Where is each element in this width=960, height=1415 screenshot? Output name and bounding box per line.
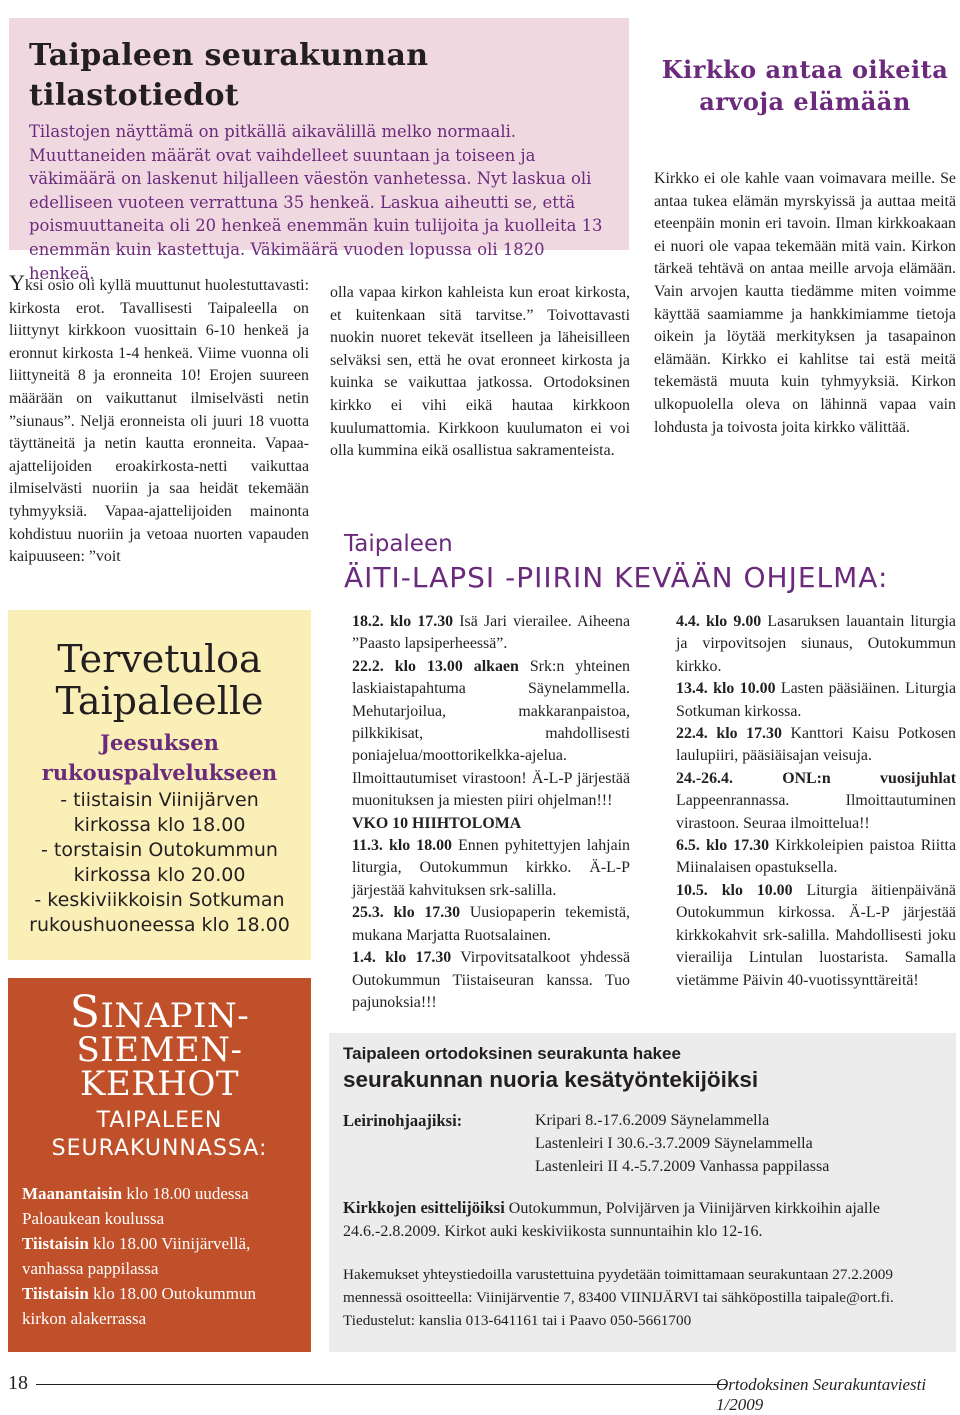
article-left-column [9, 272, 309, 569]
schedule-item: 4.4. klo 9.00 Lasaruksen lauantain liturgia ja virpovitsojen siunaus, Outokummun kirkko. [676, 613, 956, 675]
church-guides-text: Outokummun, Polvijärven ja Viinijärven kirkkoihin ajalle 24.6.-2.8.2009. Kirkot auki keskiviikosta sunnuntaihin klo 12-16. [343, 1200, 880, 1240]
camp-leaders-label: Leirinohjaajiksi: [343, 1111, 463, 1130]
welcome-box [8, 610, 311, 960]
kerho-title-line: SIEMEN- [76, 1030, 243, 1070]
schedule-item: 13.4. klo 10.00 Lasten pääsiäinen. Liturgia Sotkuman kirkossa. [676, 680, 956, 720]
schedule-column-1 [330, 611, 630, 1014]
schedule-item: 18.2. klo 17.30 Isä Jari vierailee. Aiheena ”Paasto lapsiperheessä”. [352, 613, 630, 653]
welcome-line: rukoushuoneessa klo 18.00 [29, 914, 290, 936]
welcome-title-line: Tervetuloa [57, 637, 262, 681]
schedule-item: 11.3. klo 18.00 Ennen pyhitettyjen lahjain liturgia, Outokummun kirkko. Ä-L-P järjestää kahvituksen srk-salilla. [352, 837, 630, 899]
welcome-line: - torstaisin Outokummun [41, 839, 278, 861]
article-left-text: ksi osio oli kyllä muuttunut huolestuttavasti: kirkosta erot. Tavallisesti Taipaleella on liittynyt kirkkoon vuosittain 6-10 henkeä ja eronnut kirkosta 1-4 henkeä. Viime vuonna oli liittyneitä 8 ja eronneita 10! Erojen suureen määrään on vaikuttanut ilmiselvästi netin ”siunaus”. Neljä eronneista oli juuri 18 vuotta täyttäneitä ja netin kautta eronneita. Vapaa-ajattelijoiden eroakirkosta-netti vaikuttaa ilmiselvästi nuoriin ja saa heidät tekemään tyhmyyksiä. Vapaa-ajattelijoiden mainonta kohdistuu nuoriin ja vetoaa nuorten vapauden kaipuuseen: ”voit [9, 277, 309, 566]
kerho-item: Maanantaisin klo 18.00 uudessa Paloaukean koulussa [22, 1184, 249, 1228]
kerho-title-cap: S [69, 987, 101, 1038]
right-article-body: Kirkko ei ole kahle vaan voimavara meille. Se antaa tukea elämän myrskyissä ja auttaa meitä eteenpäin monin eri tavoin. Ilman kirkkoakaan ei nuori ole vapaa tekemään mitä vain. Kirkon tärkeä tehtävä on antaa meille arvoja elämään. Vain arvojen kautta tiedämme miten voimme käyttää saamiamme ja hankkimiamme tietoja oikein ja löytää merkityksen ja tasapainon elämään. Kirkko ei kahlitse tai estä meitä tekemästä muuta kuin tyhmyyksiä. Kirkon ulkopuolella oleva on lähinnä vapaa vain lohdusta ja toivosta joita kirkko välittää. [654, 170, 956, 436]
kerho-item: Tiistaisin klo 18.00 Viinijärvellä, vanhassa pappilassa [22, 1234, 251, 1278]
welcome-subtitle-line: Jeesuksen [100, 730, 219, 755]
aiti-lapsi-heading-big: ÄITI-LAPSI -PIIRIN KEVÄÄN OHJELMA: [344, 561, 889, 594]
welcome-subtitle-line: rukouspalvelukseen [41, 760, 278, 785]
church-guides-section [343, 1196, 942, 1243]
kerho-subtitle-line: SEURAKUNNASSA: [51, 1136, 268, 1161]
aiti-lapsi-heading-small: Taipaleen [344, 531, 453, 557]
schedule-item: 10.5. klo 10.00 Liturgia äitienpäivänä Outokummun kirkossa. Ä-L-P järjestää kirkkokahvit srk-salilla. Mahdollisesti joku vierailija Lintulan luostarista. Samalla vietämme Päivin 40-vuotissynttäreitä! [676, 881, 956, 989]
schedule-item: 6.5. klo 17.30 Kirkkoleipien paistoa Riitta Miinalaisen opastuksella. [676, 837, 957, 877]
welcome-line: - keskiviikkoisin Sotkuman [34, 889, 285, 911]
article-dropcap: Y [9, 270, 25, 295]
kerho-schedule [22, 1181, 297, 1331]
publication-name: Ortodoksinen Seurakuntaviesti 1/2009 [716, 1375, 927, 1414]
article-middle-text: olla vapaa kirkon kahleista kun eroat kirkosta, et kuitenkaan sitä tarvitse.” Toivottavasti nuokin nuoret tekevät itselleen ja läheisilleen selväksi sen, että he ovat eronneet kirkosta ja kuinka se vaikuttaa jatkossa. Ortodoksinen kirkko ei vihi eikä hautaa kirkkoon kuulumattomia. Kirkkoon kuulumaton ei voi olla kummina eikä osallistua sakramenteista. [330, 284, 630, 460]
camp-list [535, 1109, 829, 1178]
schedule-item: 24.-26.4. ONL:n vuosijuhlat Lappeenrannassa. Ilmoittautuminen virastoon. Seuraa ilmoittelua!! [676, 769, 956, 832]
footer-rule [36, 1384, 726, 1385]
welcome-line: kirkossa klo 18.00 [73, 814, 246, 836]
welcome-title [8, 638, 311, 722]
church-guides-label: Kirkkojen esittelijöiksi [343, 1198, 505, 1217]
stats-box [9, 18, 629, 283]
schedule-item: 1.4. klo 17.30 Virpovitsatalkoot yhdessä Outokummun Tiistaiseuran kanssa. Tuo pajunoksia!!! [352, 949, 630, 1011]
kerho-subtitle [22, 1107, 297, 1163]
schedule-item: 25.3. klo 17.30 Uusiopaperin tekemistä, mukana Marjatta Ruotsalainen. [352, 904, 630, 944]
camp-item: Kripari 8.-17.6.2009 Säynelammella [535, 1112, 770, 1129]
kerho-title-line: INAPIN- [100, 996, 250, 1036]
camp-item: Lastenleiri I 30.6.-3.7.2009 Säynelammella [535, 1135, 813, 1152]
camp-leaders-section [343, 1109, 942, 1178]
kerho-title-line: KERHOT [79, 1064, 240, 1104]
summer-jobs-box [329, 1033, 956, 1352]
kerho-box [8, 978, 311, 1352]
kerho-title [22, 987, 297, 1104]
welcome-title-line: Taipaleelle [55, 679, 264, 723]
schedule-item: 22.4. klo 17.30 Kanttori Kaisu Potkosen laulupiiri, pääsiäisajan veisuja. [676, 725, 956, 765]
right-article-title: Kirkko antaa oikeita arvoja elämään [661, 55, 949, 116]
welcome-subtitle [8, 728, 311, 788]
schedule-item: 22.2. klo 13.00 alkaen Srk:n yhteinen laskiaistapahtuma Säynelammella. Mehutarjoilua, makkaranpaistoa, pilkkikisat, mahdollisesti poniajelua/moottorikelkka-ajelua. Ilmoittautumiset virastoon! Ä-L-P järjestää muonituksen ja miesten piiri ohjelman!!! [352, 657, 630, 810]
summer-jobs-title: seurakunnan nuoria kesätyöntekijöiksi [343, 1067, 759, 1092]
aiti-lapsi-heading [344, 528, 954, 596]
article-middle-column [330, 282, 630, 463]
schedule-column-2 [654, 611, 956, 992]
kerho-item: Tiistaisin klo 18.00 Outokummun kirkon alakerrassa [22, 1284, 256, 1328]
camp-item: Lastenleiri II 4.-5.7.2009 Vanhassa pappilassa [535, 1158, 830, 1175]
kerho-subtitle-line: TAIPALEEN [96, 1108, 223, 1133]
schedule-item: VKO 10 HIIHTOLOMA [352, 814, 522, 832]
page-number: 18 [8, 1372, 28, 1394]
welcome-line: kirkossa klo 20.00 [73, 864, 246, 886]
stats-body: Tilastojen näyttämä on pitkällä aikavälillä melko normaali. Muuttaneiden määrät ovat vaihdelleet suuntaan ja toiseen ja väkimäärä on laskenut hiljalleen väestön vanhetessa. Nyt laskua oli edelliseen vuoteen verrattuna 35 henkeä. Laskua aiheutti se, että poismuuttaneita oli 20 henkeä enemmän kuin tulijoita ja kuolleita 13 enemmän kuin kastettuja. Väkimäärä vuoden lopussa oli 1820 henkeä. [29, 122, 603, 283]
welcome-line: - tiistaisin Viinijärven [60, 789, 259, 811]
application-info: Hakemukset yhteystiedoilla varustettuina pyydetään toimittamaan seurakuntaan 27.2.2009 mennessä osoitteella: Viinijärventie 7, 83400 VIINIJÄRVI tai sähköpostilla taipale@ort.fi. Tiedustelut: kanslia 013-641161 tai i Paavo 050-5661700 [343, 1266, 894, 1329]
summer-jobs-heading: Taipaleen ortodoksinen seurakunta hakee [343, 1044, 681, 1063]
stats-title: Taipaleen seurakunnan tilastotiedot [29, 38, 429, 113]
